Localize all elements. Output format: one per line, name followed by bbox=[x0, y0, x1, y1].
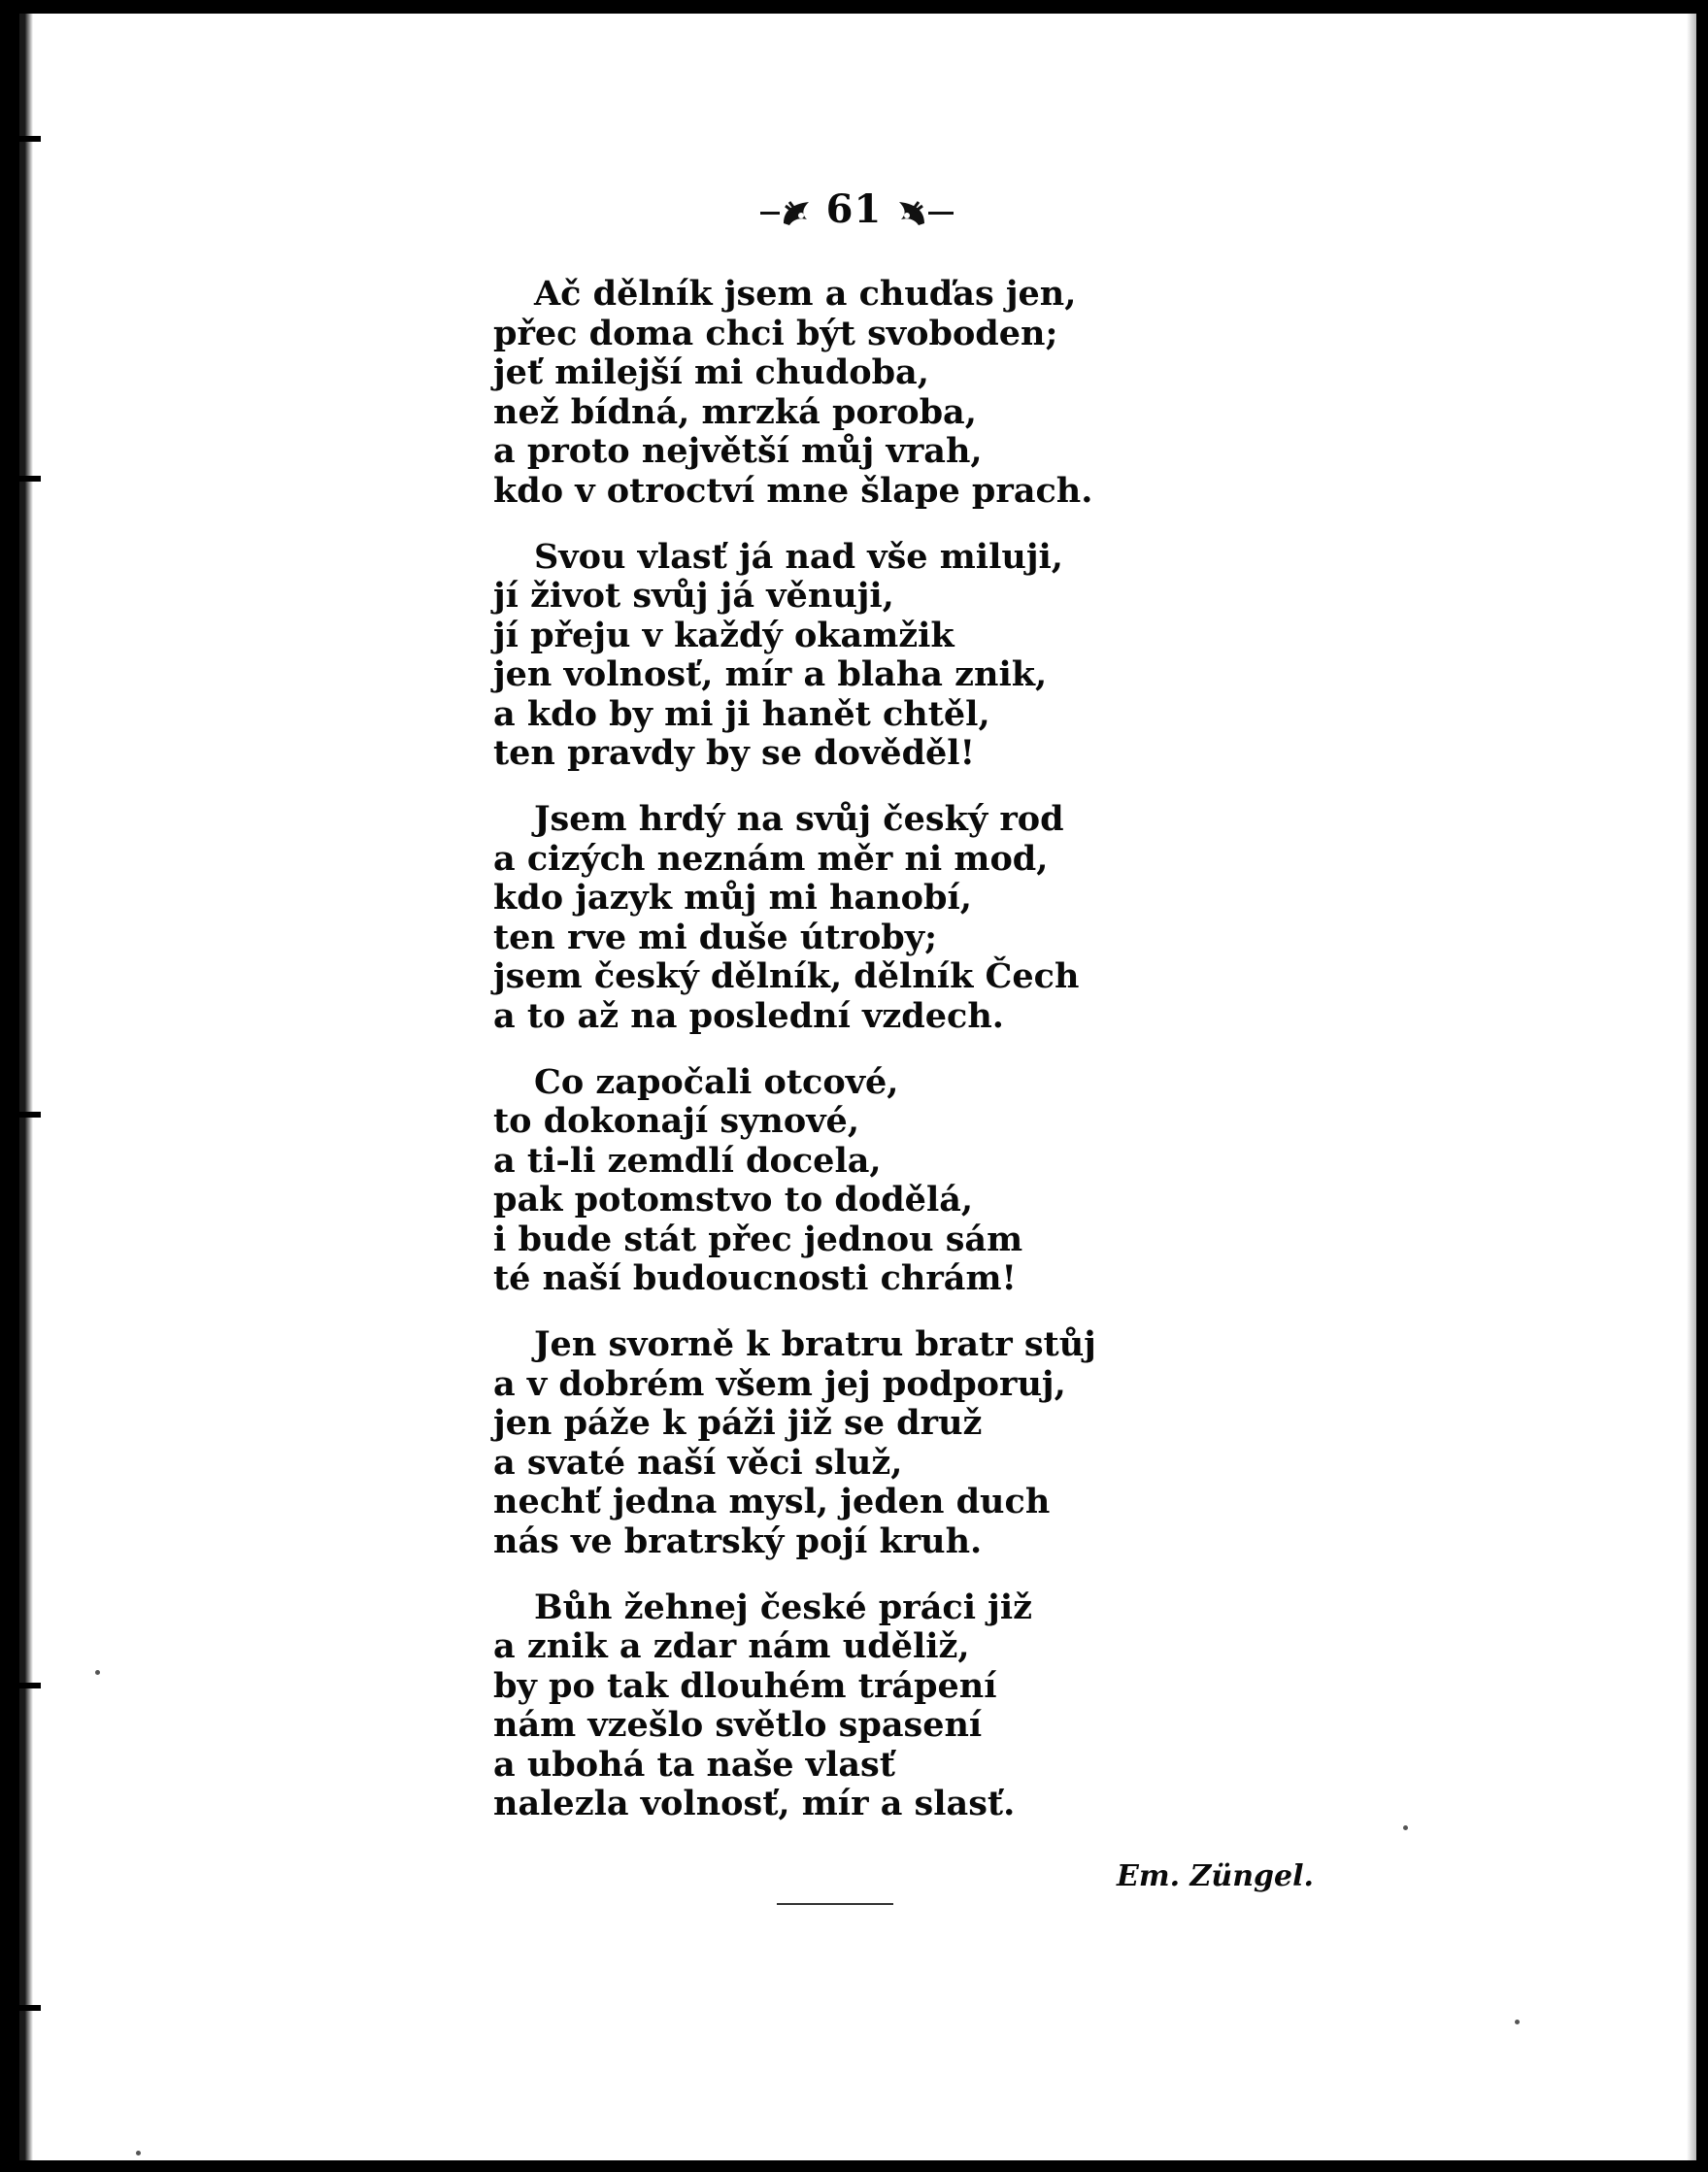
scan-speck bbox=[1515, 2020, 1520, 2024]
poem-line: Bůh žehnej české práci již bbox=[534, 1587, 1033, 1627]
poem-line: jí přeju v každý okamžik bbox=[493, 615, 954, 655]
stanza bbox=[493, 1063, 1115, 1299]
binding-notch bbox=[0, 1112, 41, 1118]
poem-line: by po tak dlouhém trápení bbox=[493, 1665, 997, 1706]
poem-line: a kdo by mi ji hanět chtěl, bbox=[493, 693, 990, 734]
binding-notch bbox=[0, 136, 41, 142]
poem-line: a cizých neznám měr ni mod, bbox=[493, 838, 1049, 879]
stanza bbox=[493, 1588, 1115, 1824]
scan-speck bbox=[1403, 1825, 1408, 1830]
stanza bbox=[493, 538, 1115, 774]
poem-line: Jsem hrdý na svůj český rod bbox=[534, 799, 1064, 839]
poem-line: nalezla volnosť, mír a slasť. bbox=[493, 1784, 1016, 1823]
poem-line: Jen svorně k bratru bratr stůj bbox=[534, 1324, 1096, 1364]
poem-line: to dokonají synové, bbox=[493, 1101, 860, 1141]
page-header bbox=[0, 186, 1708, 232]
poem-line: a proto největší můj vrah, bbox=[493, 431, 983, 471]
scan-border-bottom bbox=[0, 2160, 1708, 2172]
poem-line: jen páže k páži již se druž bbox=[493, 1403, 983, 1443]
scan-border-left bbox=[0, 0, 19, 2172]
poem-line: ten rve mi duše útroby; bbox=[493, 917, 938, 957]
poem-line: a ubohá ta naše vlasť bbox=[493, 1744, 895, 1785]
poem-line: Co započali otcové, bbox=[534, 1061, 899, 1102]
poem-line: pak potomstvo to dodělá, bbox=[493, 1180, 974, 1220]
scan-speck bbox=[95, 1670, 100, 1675]
poem-line: kdo v otroctví mne šlape prach. bbox=[493, 470, 1093, 511]
scan-speck bbox=[136, 2151, 141, 2155]
poem-line: nechť jedna mysl, jeden duch bbox=[493, 1482, 1051, 1521]
poem-line: a ti-li zemdlí docela, bbox=[493, 1140, 882, 1181]
stanza bbox=[493, 275, 1115, 511]
poem-line: i bude stát přec jednou sám bbox=[493, 1219, 1023, 1259]
poem-line: přec doma chci být svoboden; bbox=[493, 313, 1058, 353]
poem-line: Svou vlasť já nad vše miluji, bbox=[534, 536, 1063, 577]
poem-line: a znik a zdar nám uděliž, bbox=[493, 1626, 970, 1666]
stanza bbox=[493, 1325, 1115, 1561]
poem-line: a to až na poslední vzdech. bbox=[493, 995, 1004, 1036]
poem-line: a svaté naší věci služ, bbox=[493, 1442, 903, 1483]
poem-line: nás ve bratrský pojí kruh. bbox=[493, 1520, 983, 1561]
scan-border-top bbox=[0, 0, 1708, 14]
poem-line: ten pravdy by se dověděl! bbox=[493, 733, 975, 773]
poem-line: jsem český dělník, dělník Čech bbox=[493, 956, 1080, 996]
scan-border-right bbox=[1696, 0, 1708, 2172]
stanza bbox=[493, 800, 1115, 1036]
poem bbox=[493, 275, 1115, 1851]
author-signature: Em. Züngel. bbox=[1117, 1859, 1314, 1893]
floral-ornament-icon bbox=[780, 198, 813, 227]
binding-notch bbox=[0, 1683, 41, 1688]
poem-line: nám vzešlo světlo spasení bbox=[493, 1705, 983, 1745]
poem-line: kdo jazyk můj mi hanobí, bbox=[493, 878, 972, 918]
binding-notch bbox=[0, 476, 41, 482]
binding-notch bbox=[0, 2005, 41, 2011]
floral-ornament-icon bbox=[895, 198, 928, 227]
poem-line: než bídná, mrzká poroba, bbox=[493, 391, 977, 432]
poem-line: jí život svůj já věnuji, bbox=[493, 576, 894, 616]
poem-line: a v dobrém všem jej podporuj, bbox=[493, 1363, 1066, 1404]
poem-line: jeť milejší mi chudoba, bbox=[493, 352, 929, 392]
poem-line: jen volnosť, mír a blaha znik, bbox=[493, 654, 1048, 694]
end-rule bbox=[777, 1903, 893, 1905]
poem-line: té naší budoucnosti chrám! bbox=[493, 1258, 1017, 1298]
poem-line: Ač dělník jsem a chuďas jen, bbox=[534, 274, 1077, 314]
binding-edge bbox=[19, 14, 33, 2160]
page-edge-shadow bbox=[1687, 14, 1696, 2160]
page-number: 61 bbox=[825, 186, 883, 232]
